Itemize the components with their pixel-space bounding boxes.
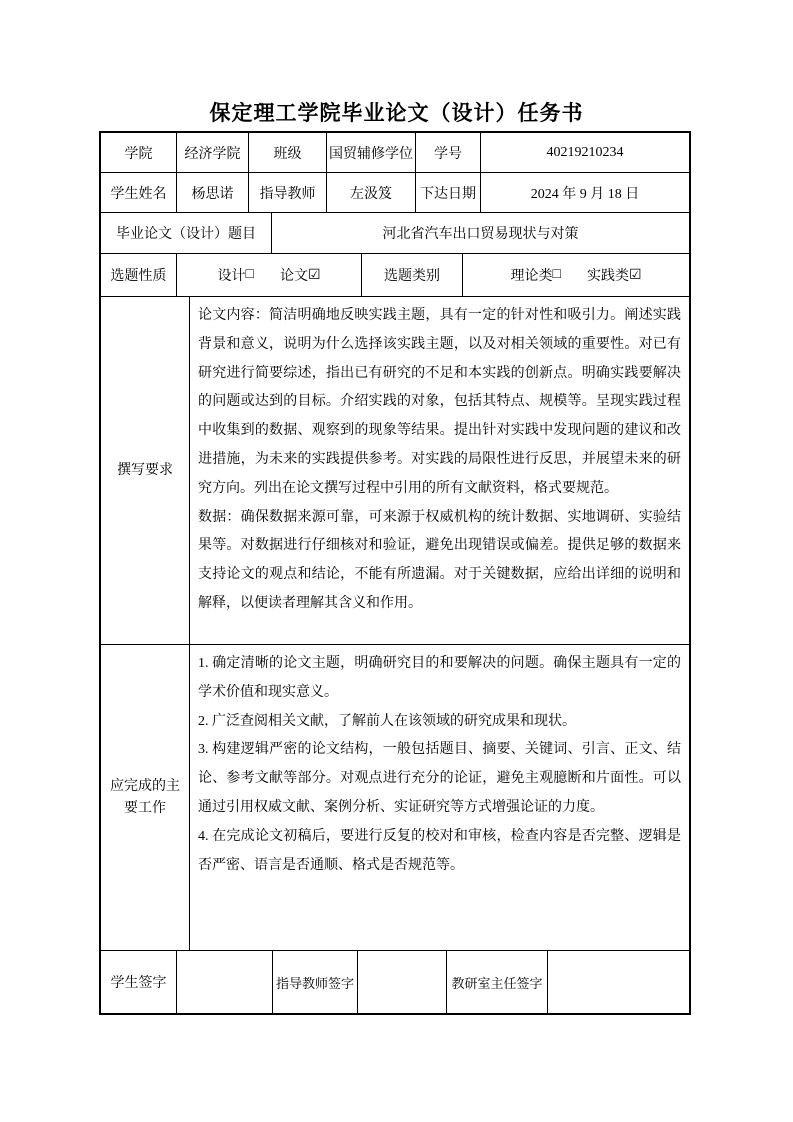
student-name-label: 学生姓名 [101, 173, 177, 212]
page-title: 保定理工学院毕业论文（设计）任务书 [209, 102, 584, 125]
row-signatures [101, 951, 689, 1013]
thesis-option-label: 论文 [279, 269, 308, 284]
checkbox-unchecked-icon: □ [245, 267, 254, 282]
advisor-value: 左汲笈 [327, 173, 416, 212]
selection-category-label: 选题类别 [362, 254, 463, 296]
practice-option-label: 实践类 [586, 269, 629, 284]
writing-requirements-label [101, 297, 190, 644]
theory-option-label: 理论类 [510, 269, 553, 284]
task-item: 2. 广泛查阅相关文献，了解前人在该领域的研究成果和现状。 [198, 713, 576, 729]
advisor-signature-label: 指导教师签字 [273, 951, 358, 1013]
row-writing-requirements [101, 297, 689, 645]
row-main-tasks [101, 645, 689, 951]
requirements-paragraph-data: 数据：确保数据来源可靠，可来源于权威机构的统计数据、实地调研、实验结果等。对数据进行仔细核对和验证，避免出现错误或偏差。提供足够的数据来支持论文的观点和结论，不能有所遗漏。对于关键数据，应给出详细的说明和解释，以便读者理解其含义和作用。 [198, 509, 681, 611]
topic-label: 毕业论文（设计）题目 [101, 213, 272, 253]
issue-date-value: 2024 年 9 月 18 日 [530, 186, 640, 202]
class-label: 班级 [249, 133, 327, 172]
director-signature-label: 教研室主任签字 [447, 951, 548, 1013]
college-label: 学院 [101, 133, 177, 172]
task-item: 4. 在完成论文初稿后，要进行反复的校对和审核，检查内容是否完整、逻辑是否严密、语言是否通顺、格式是否规范等。 [198, 828, 681, 873]
issue-date-label: 下达日期 [416, 173, 481, 212]
student-signature-label: 学生签字 [101, 951, 177, 1013]
requirements-paragraph-content: 论文内容：简洁明确地反映实践主题，具有一定的针对性和吸引力。阐述实践背景和意义，说明为什么选择该实践主题，以及对相关领域的重要性。对已有研究进行简要综述，指出已有研究的不足和本实践的创新点。明确实践要解决的问题或达到的目标。介绍实践的对象，包括其特点、规模等。呈现实践过程中收集到的数据、观察到的现象等结果。提出针对实践中发现问题的建议和改进措施，为未来的实践提供参考。对实践的局限性进行反思，并展望未来的研究方向。列出在论文撰写过程中引用的所有文献资料，格式要规范。 [198, 308, 681, 496]
task-item: 3. 构建逻辑严密的论文结构，一般包括题目、摘要、关键词、引言、正文、结论、参考文献等部分。对观点进行充分的论证，避免主观臆断和片面性。可以通过引用权威文献、案例分析、实证研究等方式增强论证的力度。 [198, 742, 681, 815]
row-basic-info-2 [101, 173, 689, 213]
topic-value: 河北省汽车出口贸易现状与对策 [382, 227, 579, 242]
checkbox-unchecked-icon: □ [552, 267, 561, 282]
class-value: 国贸辅修学位 [327, 133, 416, 172]
student-id-value: 40219210234 [546, 144, 624, 160]
selection-category-options [463, 254, 689, 296]
main-tasks-label [101, 645, 190, 950]
writing-requirements-label-text: 撰写要求 [117, 462, 173, 478]
row-selection [101, 254, 689, 297]
checkbox-checked-icon: ☑ [628, 267, 642, 283]
director-signature-cell [548, 951, 689, 1013]
row-topic [101, 213, 689, 254]
selection-nature-label: 选题性质 [101, 254, 177, 296]
main-tasks-label-text: 应完成的主要工作 [110, 778, 180, 816]
student-id-label: 学号 [416, 133, 481, 172]
task-form-table [99, 131, 691, 1015]
task-item: 1. 确定清晰的论文主题，明确研究目的和要解决的问题。确保主题具有一定的学术价值和现实意义。 [198, 656, 681, 700]
checkbox-checked-icon: ☑ [307, 267, 321, 283]
advisor-label: 指导教师 [249, 173, 327, 212]
main-tasks-content [190, 645, 689, 950]
advisor-signature-cell [358, 951, 447, 1013]
row-basic-info-1 [101, 133, 689, 173]
design-option-label: 设计 [217, 269, 246, 284]
selection-nature-options [177, 254, 362, 296]
student-name-value: 杨思诺 [177, 173, 249, 212]
college-value: 经济学院 [177, 133, 249, 172]
student-signature-cell [177, 951, 273, 1013]
writing-requirements-content [190, 297, 689, 644]
